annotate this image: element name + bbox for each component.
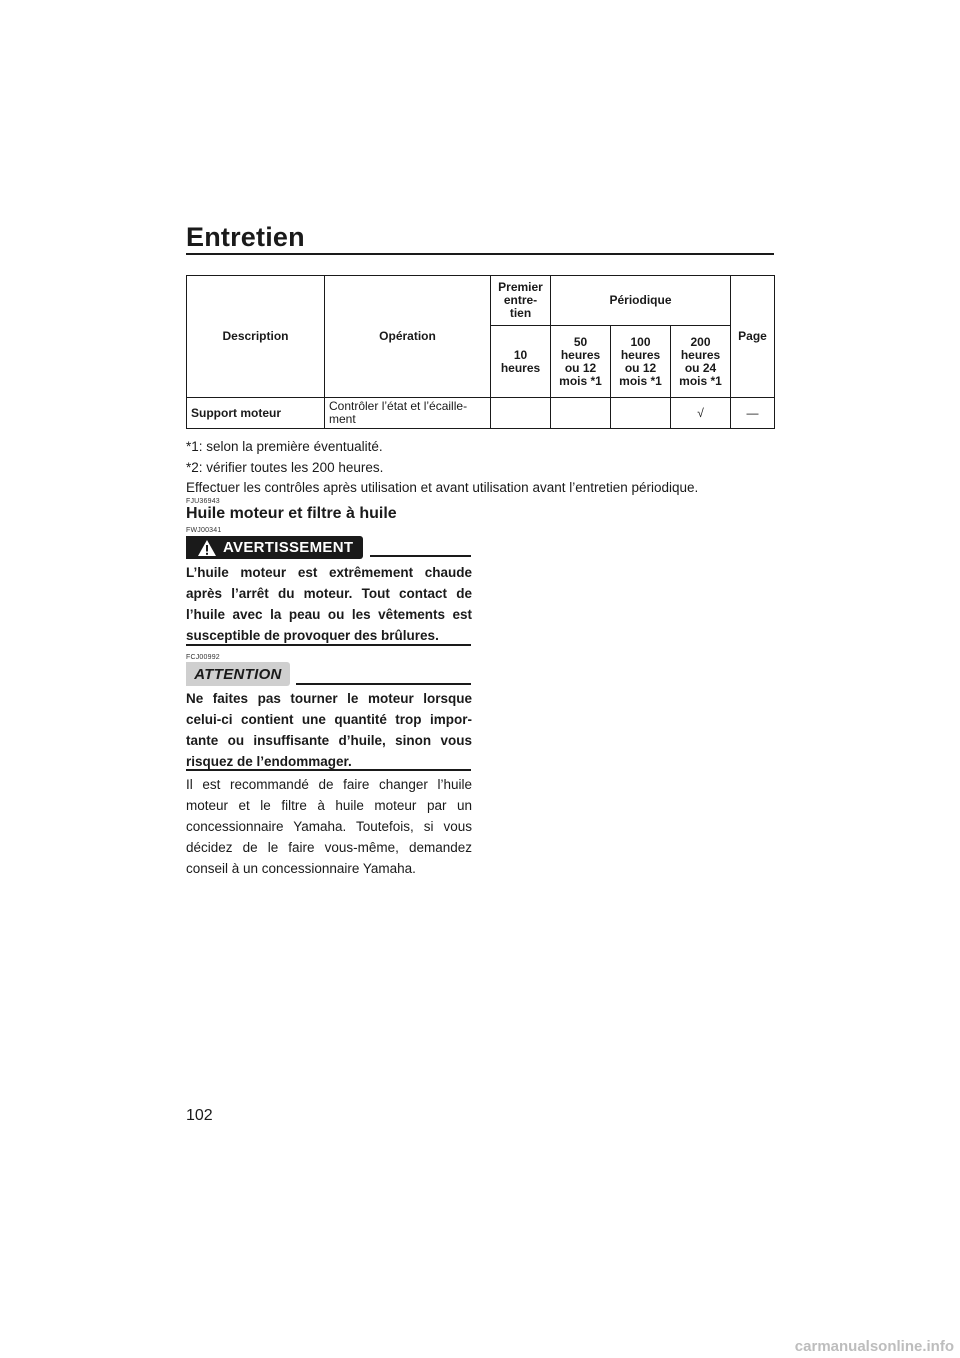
table-row — [187, 398, 775, 429]
row-check-100h — [611, 398, 671, 429]
page-title: Entretien — [186, 222, 305, 252]
watermark: carmanualsonline.info — [694, 1334, 960, 1358]
warning-badge — [186, 536, 363, 559]
row-check-10h — [491, 398, 551, 429]
header-interval-10h: 10 heures — [491, 326, 551, 398]
warning-text: L’huile moteur est extrêmement chaude après l’arrêt du moteur. Tout contact de l’huile avec la peau ou les vêtements est susceptible de provoquer des brûlures. — [186, 565, 472, 643]
header-description: Description — [187, 276, 325, 398]
row-description: Support moteur — [187, 398, 325, 429]
attention-label: ATTENTION — [194, 665, 282, 683]
attention-badge — [186, 662, 290, 686]
section-heading: Huile moteur et filtre à huile — [186, 505, 397, 522]
note-2: *2: vérifier toutes les 200 heures. — [186, 459, 384, 475]
row-page: — — [731, 398, 775, 429]
attention-code: FCJ00992 — [186, 654, 220, 661]
attention-text: Ne faites pas tourner le moteur lorsque celui-ci contient une quantité trop impor- tante ou insuffisante d’huile, sinon vous risquez de l’endommager. — [186, 691, 472, 769]
header-interval-50h: 50 heures ou 12 mois *1 — [551, 326, 611, 398]
warning-code: FWJ00341 — [186, 527, 222, 534]
header-interval-200h: 200 heures ou 24 mois *1 — [671, 326, 731, 398]
warning-bottom-rule — [186, 644, 471, 646]
row-check-50h — [551, 398, 611, 429]
body-paragraph: Il est recommandé de faire changer l’huile moteur et le filtre à huile moteur par un concessionnaire Yamaha. Toutefois, si vous décidez de le faire vous-même, demandez conseil à un concessionnaire Yamaha. — [186, 777, 472, 876]
header-premier-entretien: Premier entre- tien — [491, 276, 551, 326]
attention-top-rule — [296, 683, 471, 685]
attention-bottom-rule — [186, 769, 471, 771]
header-operation: Opération — [325, 276, 491, 398]
note-3: Effectuer les contrôles après utilisation et avant utilisation avant l’entretien périodique. — [186, 480, 699, 495]
header-periodique: Périodique — [551, 276, 731, 326]
warning-top-rule — [370, 555, 471, 557]
row-operation: Contrôler l’état et l’écaille- ment — [325, 398, 491, 429]
maintenance-table — [186, 275, 775, 429]
title-rule — [186, 253, 774, 255]
table-notes — [186, 437, 698, 499]
warning-triangle-icon — [197, 539, 217, 557]
warning-label: AVERTISSEMENT — [223, 539, 354, 556]
row-check-200h: √ — [671, 398, 731, 429]
note-1: *1: selon la première éventualité. — [186, 439, 383, 454]
section-code: FJU36943 — [186, 498, 220, 505]
header-interval-100h: 100 heures ou 12 mois *1 — [611, 326, 671, 398]
page-number: 102 — [186, 1107, 213, 1124]
header-page: Page — [731, 276, 775, 398]
